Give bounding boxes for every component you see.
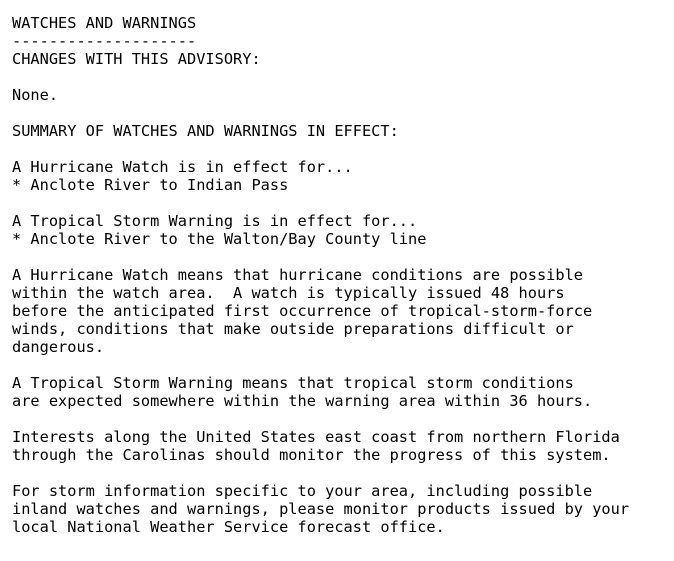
ts-warning-area: * Anclote River to the Walton/Bay County line [12,230,427,248]
interests-line: Interests along the United States east coast from northern Florida [12,428,620,446]
ts-warning-def-line: are expected somewhere within the warning area within 36 hours. [12,392,593,410]
blank-line [12,248,629,266]
advisory-document [12,14,629,536]
storm-info-line: For storm information specific to your area, including possible [12,482,593,500]
blank-line [12,140,629,158]
ts-warning-intro: A Tropical Storm Warning is in effect for... [12,212,418,230]
heading-underline: -------------------- [12,32,197,50]
blank-line [12,104,629,122]
hurricane-watch-def-line: dangerous. [12,338,105,356]
blank-line [12,464,629,482]
blank-line [12,194,629,212]
hurricane-watch-def-line: before the anticipated first occurrence of tropical-storm-force [12,302,593,320]
hurricane-watch-def-line: A Hurricane Watch means that hurricane conditions are possible [12,266,583,284]
changes-heading: CHANGES WITH THIS ADVISORY: [12,50,261,68]
blank-line [12,356,629,374]
blank-line [12,68,629,86]
ts-warning-def-line: A Tropical Storm Warning means that tropical storm conditions [12,374,574,392]
hurricane-watch-def-line: winds, conditions that make outside preparations difficult or [12,320,574,338]
section-heading: WATCHES AND WARNINGS [12,14,197,32]
hurricane-watch-def-line: within the watch area. A watch is typically issued 48 hours [12,284,565,302]
summary-heading: SUMMARY OF WATCHES AND WARNINGS IN EFFECT: [12,122,399,140]
hurricane-watch-intro: A Hurricane Watch is in effect for... [12,158,353,176]
blank-line [12,410,629,428]
storm-info-line: local National Weather Service forecast office. [12,518,445,536]
changes-text: None. [12,86,59,104]
hurricane-watch-area: * Anclote River to Indian Pass [12,176,289,194]
interests-line: through the Carolinas should monitor the progress of this system. [12,446,611,464]
storm-info-line: inland watches and warnings, please monitor products issued by your [12,500,630,518]
